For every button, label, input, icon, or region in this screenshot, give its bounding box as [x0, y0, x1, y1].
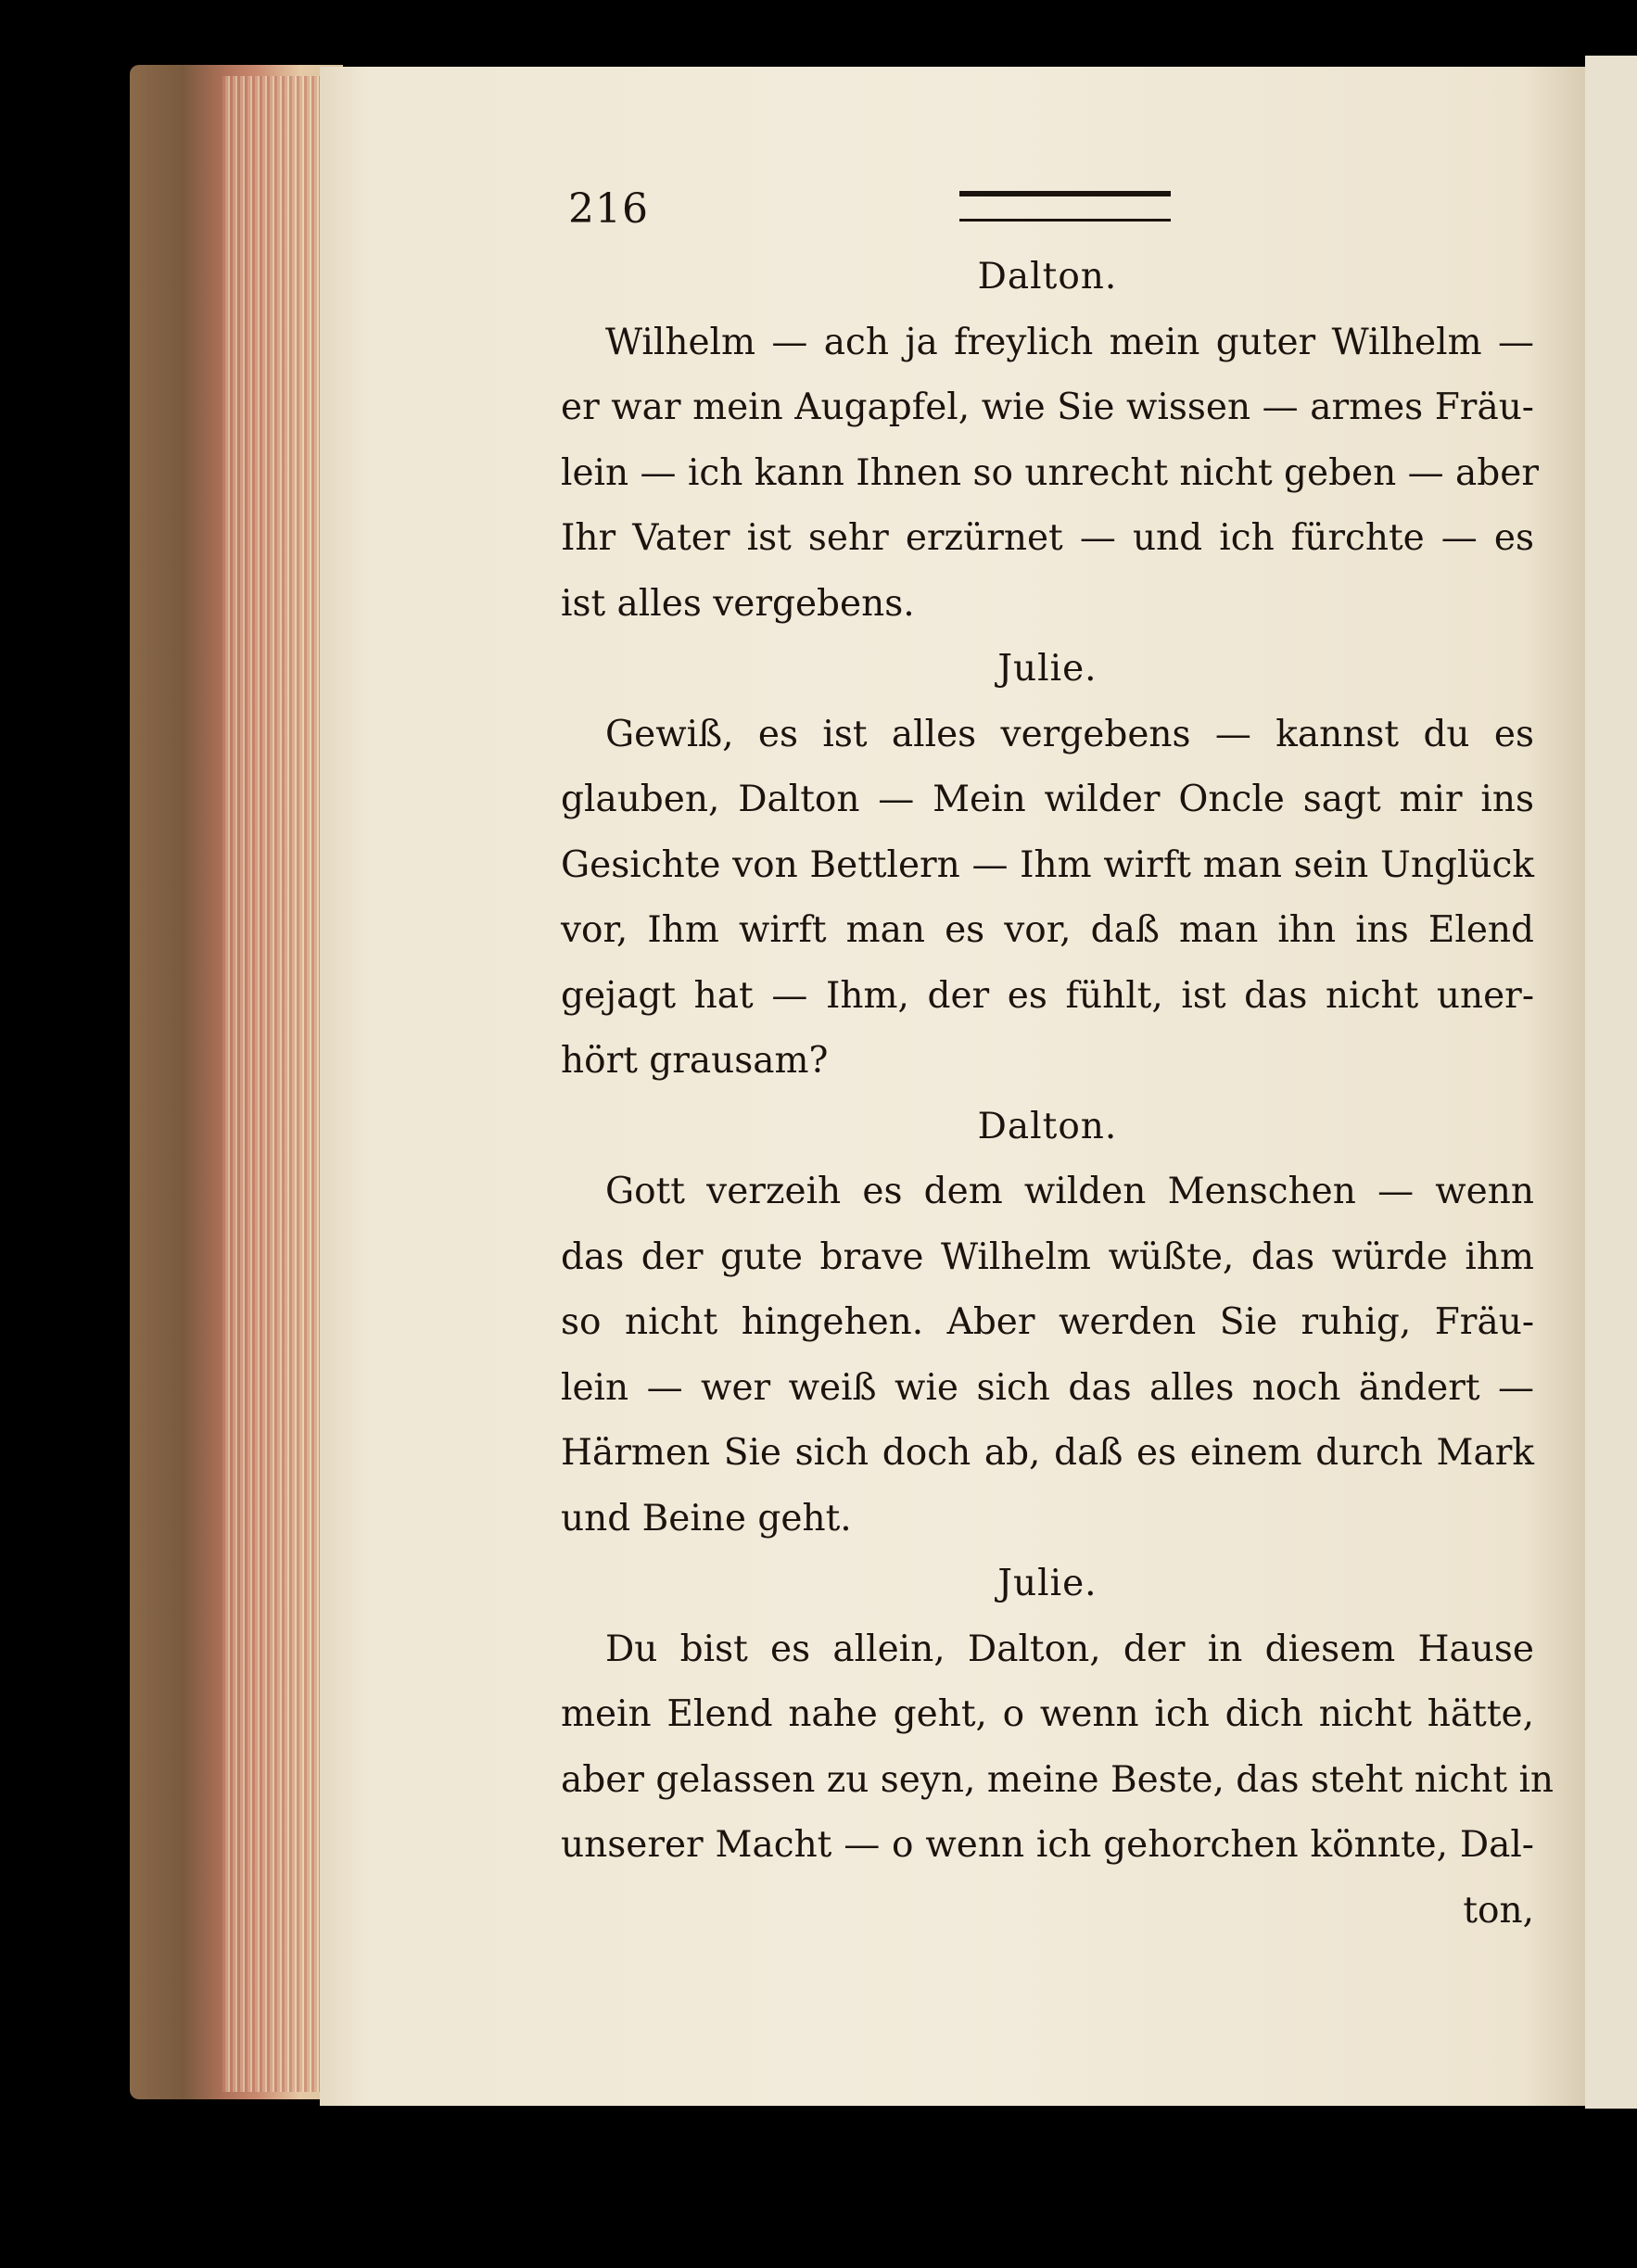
speaker-name: Julie.: [997, 648, 1098, 690]
speaker-name: Julie.: [997, 1563, 1098, 1604]
text-line: hört grausam?: [561, 1040, 829, 1082]
text-line: Härmen Sie sich doch ab, daß es einem durch Mark: [561, 1432, 1534, 1474]
text-line: Wilhelm — ach ja freylich mein guter Wilhelm —: [605, 321, 1534, 363]
catchword: ton,: [1463, 1889, 1534, 1932]
text-line: ist alles vergebens.: [561, 582, 915, 625]
text-line: Gesichte von Bettlern — Ihm wirft man sein Unglück: [561, 843, 1534, 886]
text-line: und Beine geht.: [561, 1497, 852, 1539]
text-line: gejagt hat — Ihm, der es fühlt, ist das nicht uner-: [561, 974, 1534, 1017]
text-line: aber gelassen zu seyn, meine Beste, das steht nicht in: [561, 1758, 1555, 1801]
text-line: Gewiß, es ist alles vergebens — kannst du es: [605, 713, 1534, 755]
page-number: 216: [568, 185, 649, 233]
text-line: unserer Macht — o wenn ich gehorchen könnte, Dal-: [561, 1824, 1534, 1866]
text-line: Ihr Vater ist sehr erzürnet — und ich fürchte — es: [561, 517, 1534, 559]
text-line: vor, Ihm wirft man es vor, daß man ihn ins Elend: [561, 909, 1534, 951]
page-text: [561, 245, 1555, 1944]
text-line: Gott verzeih es dem wilden Menschen — wenn: [605, 1171, 1534, 1212]
text-line: er war mein Augapfel, wie Sie wissen — armes Fräu-: [561, 386, 1534, 428]
speaker-name: Dalton.: [977, 256, 1118, 298]
text-line: lein — ich kann Ihnen so unrecht nicht geben — aber: [561, 451, 1539, 494]
text-line: mein Elend nahe geht, o wenn ich dich nicht hätte,: [561, 1693, 1534, 1735]
text-line: so nicht hingehen. Aber werden Sie ruhig, Fräu-: [561, 1301, 1534, 1343]
text-line: lein — wer weiß wie sich das alles noch ändert —: [561, 1366, 1534, 1409]
book-page: [320, 67, 1585, 2106]
text-line: Du bist es allein, Dalton, der in diesem Hause: [605, 1628, 1534, 1670]
facing-page-edge: [1585, 56, 1637, 2109]
header-rule: [959, 191, 1171, 222]
speaker-name: Dalton.: [977, 1105, 1118, 1147]
text-line: das der gute brave Wilhelm wüßte, das würde ihm: [561, 1235, 1534, 1278]
text-line: glauben, Dalton — Mein wilder Oncle sagt mir ins: [561, 779, 1534, 820]
